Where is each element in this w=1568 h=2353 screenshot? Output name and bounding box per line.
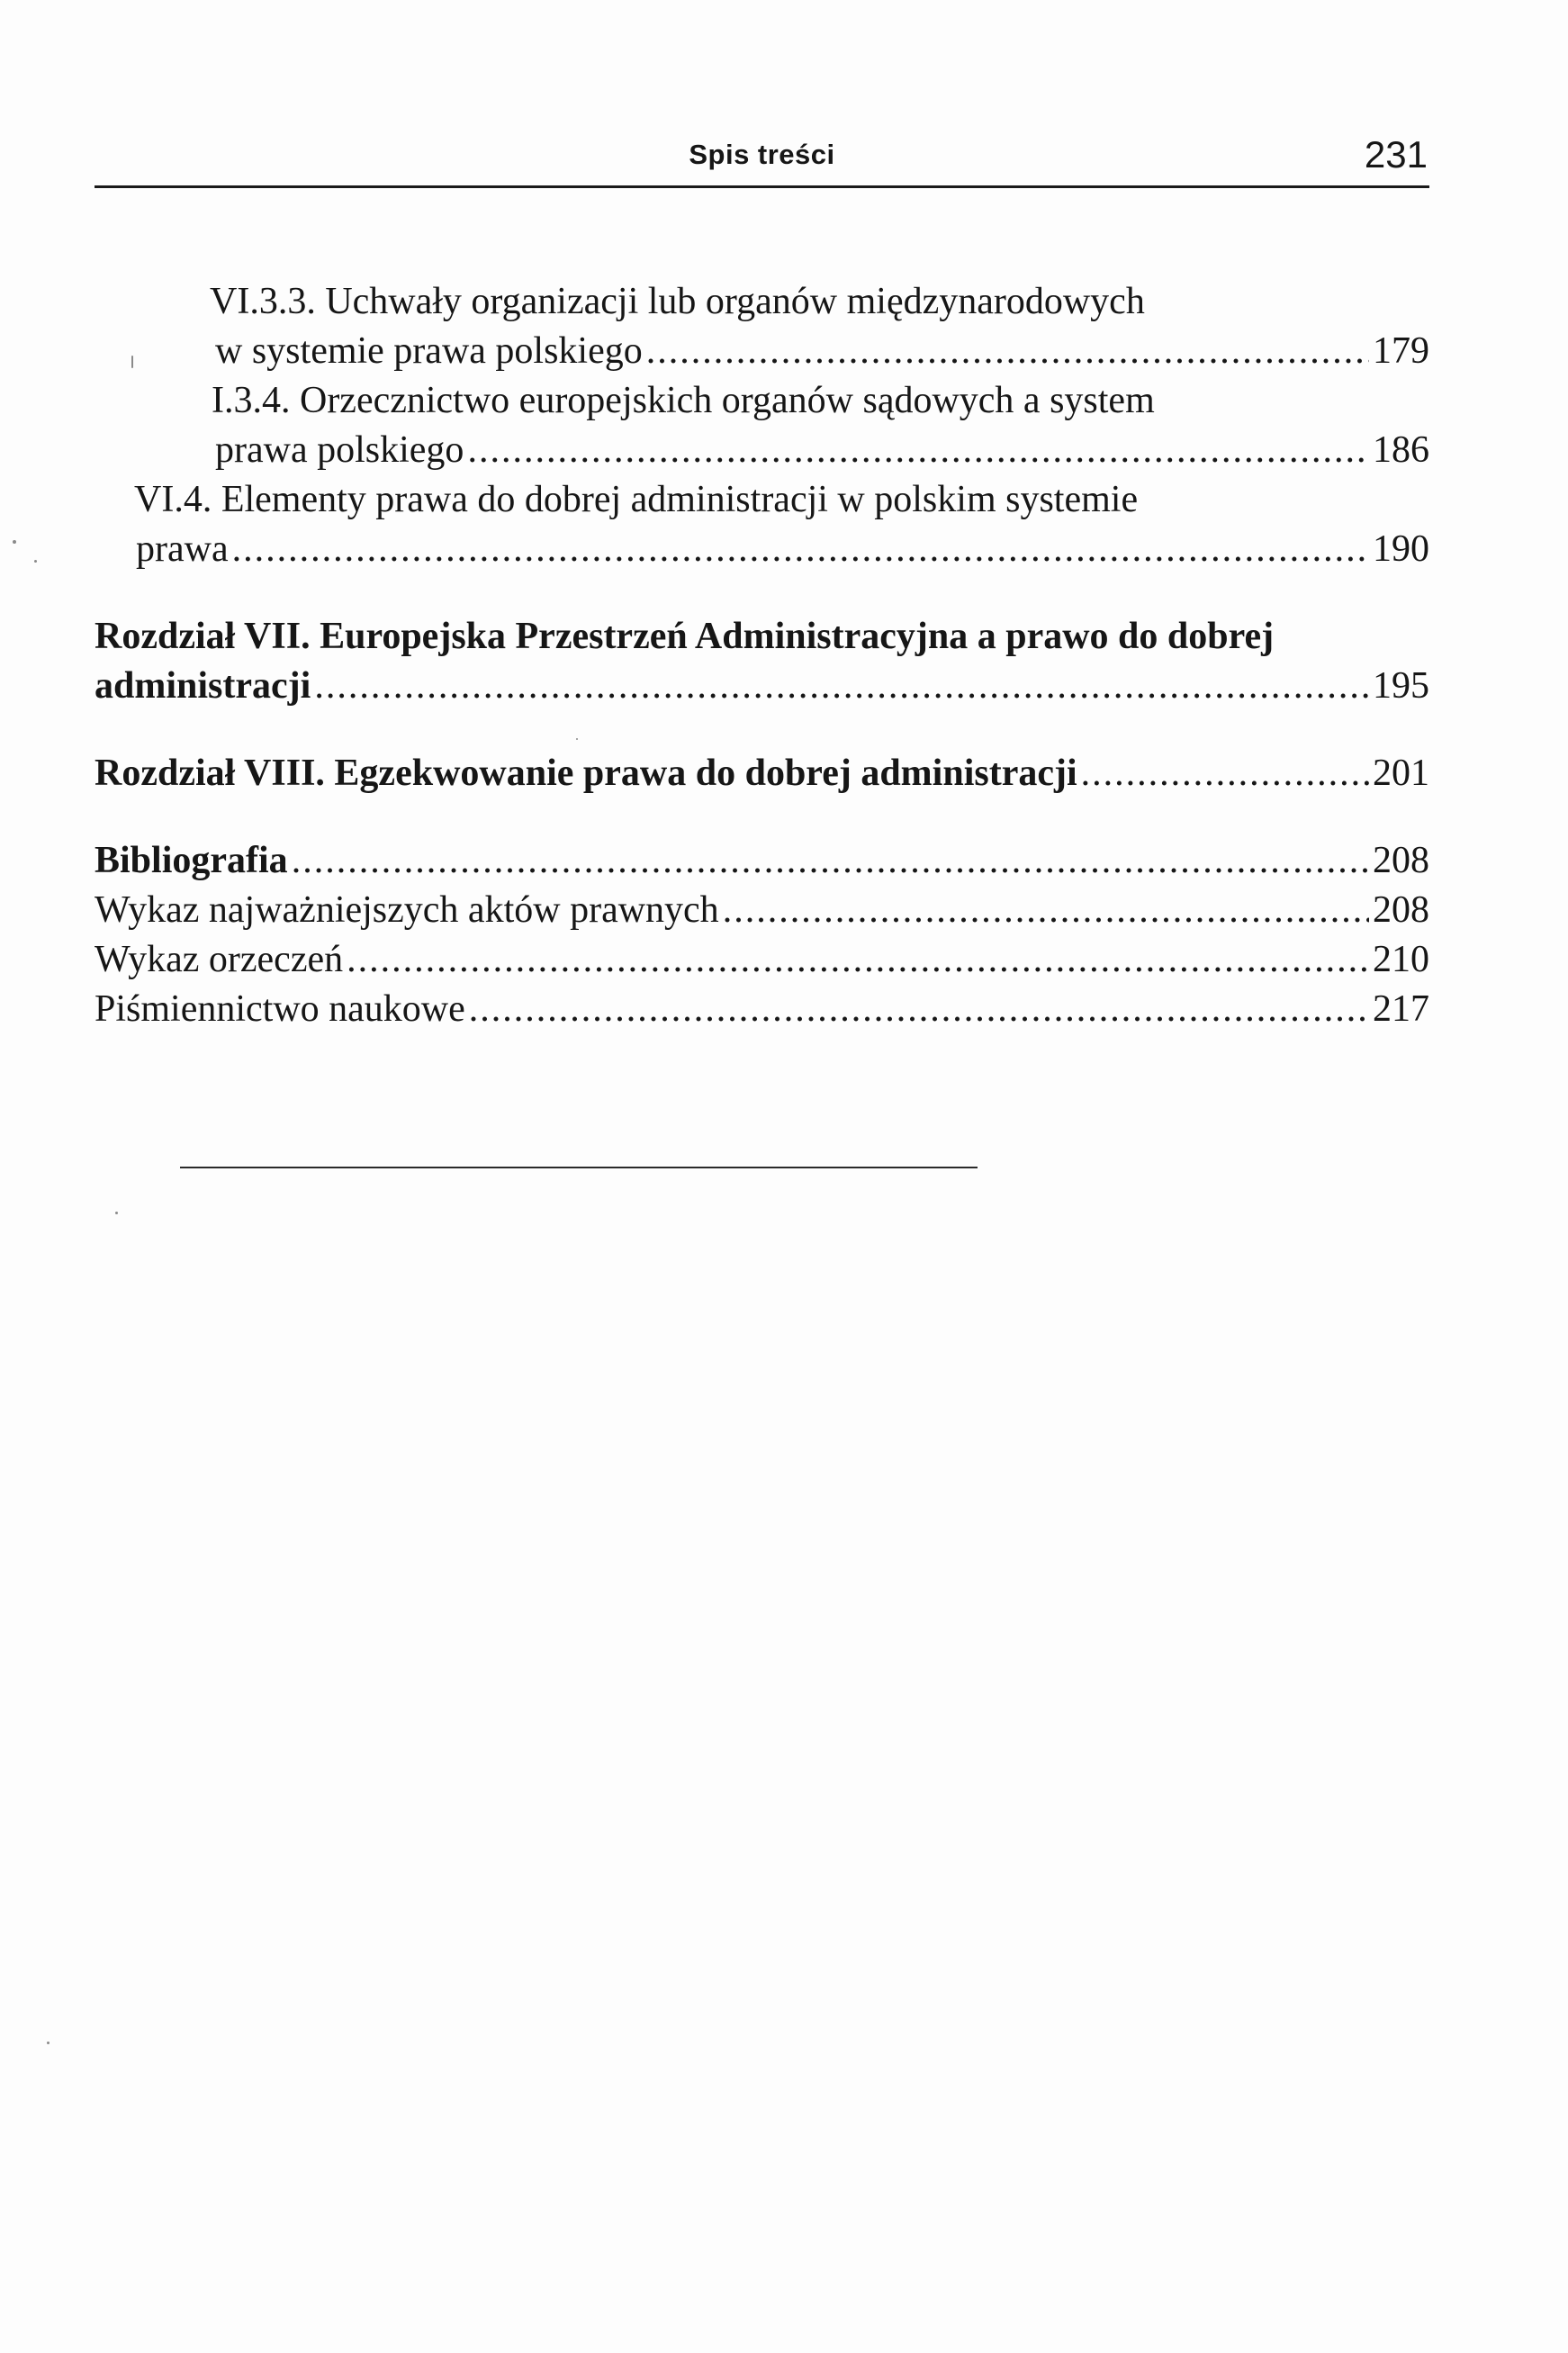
dot-leader — [347, 935, 1369, 985]
toc-item-title: Wykaz najważniejszych aktów prawnych — [95, 889, 719, 931]
toc-page-number: 201 — [1373, 753, 1429, 794]
toc-entry-line — [95, 277, 1429, 327]
toc-entry-continuation: prawa — [136, 528, 229, 570]
dot-leader — [232, 525, 1369, 574]
toc-chapter-line — [95, 612, 1429, 662]
toc-chapter-heading: Rozdział VII. Europejska Przestrzeń Administracyjna a prawo do dobrej — [95, 616, 1275, 657]
toc-item-title: Wykaz orzeczeń — [95, 939, 344, 980]
toc-entry-continuation: prawa polskiego — [215, 429, 464, 471]
toc-entry-heading: I.3.4. Orzecznictwo europejskich organów sądowych a system — [212, 380, 1155, 421]
dot-leader — [646, 327, 1369, 376]
toc-chapter-heading: Rozdział VIII. Egzekwowanie prawa do dobrej administracji — [95, 753, 1077, 794]
running-header — [95, 126, 1429, 188]
toc-page-number: 208 — [1373, 840, 1429, 881]
toc-entry-line — [95, 475, 1429, 525]
toc-entry-heading: VI.4. Elementy prawa do dobrej administracji w polskim systemie — [134, 479, 1139, 520]
dot-leader — [723, 886, 1369, 935]
toc-chapter-leader — [95, 662, 1429, 711]
toc-entry-leader — [136, 525, 1429, 574]
toc-entry-continuation: w systemie prawa polskiego — [215, 330, 643, 372]
toc-bibliography-item — [95, 935, 1429, 985]
header-title: Spis treści — [689, 139, 835, 170]
toc-entry-line — [95, 327, 1429, 376]
toc-page-number: 210 — [1373, 939, 1429, 980]
toc-page-number: 190 — [1373, 528, 1429, 570]
scan-speck — [131, 356, 133, 368]
toc-entry-leader — [215, 426, 1429, 475]
toc-item-leader — [95, 935, 1429, 985]
toc-item-leader — [95, 985, 1429, 1034]
scan-speck — [47, 2042, 50, 2044]
toc-page-number: 179 — [1373, 330, 1429, 372]
dot-leader — [314, 662, 1369, 711]
toc-chapter-line — [95, 749, 1429, 798]
scan-speck — [13, 540, 16, 544]
table-of-contents — [95, 277, 1429, 1034]
toc-entry-leader — [215, 327, 1429, 376]
toc-item-leader — [95, 886, 1429, 935]
toc-page-number: 195 — [1373, 665, 1429, 707]
scan-speck — [34, 560, 37, 563]
dot-leader — [467, 426, 1369, 475]
toc-item-title: Piśmiennictwo naukowe — [95, 988, 465, 1030]
closing-rule — [180, 1167, 978, 1168]
toc-bibliography-item — [95, 985, 1429, 1034]
scan-speck — [576, 738, 578, 740]
toc-chapter-line — [95, 662, 1429, 711]
toc-page-number: 186 — [1373, 429, 1429, 471]
dot-leader — [1081, 749, 1369, 798]
header-page-number: 231 — [1364, 133, 1428, 176]
toc-page-number: 208 — [1373, 889, 1429, 931]
toc-chapter-continuation: administracji — [95, 665, 311, 707]
toc-entry-line — [95, 376, 1429, 426]
toc-page-number: 217 — [1373, 988, 1429, 1030]
dot-leader — [292, 836, 1369, 886]
toc-bibliography-line — [95, 836, 1429, 886]
toc-bibliography-heading: Bibliografia — [95, 840, 288, 881]
toc-entry-heading: VI.3.3. Uchwały organizacji lub organów międzynarodowych — [210, 281, 1145, 322]
toc-entry-line — [95, 426, 1429, 475]
scan-speck — [115, 1212, 118, 1214]
toc-bibliography-item — [95, 886, 1429, 935]
dot-leader — [469, 985, 1369, 1034]
toc-entry-line — [95, 525, 1429, 574]
toc-bibliography-leader — [95, 836, 1429, 886]
toc-chapter-leader — [95, 749, 1429, 798]
